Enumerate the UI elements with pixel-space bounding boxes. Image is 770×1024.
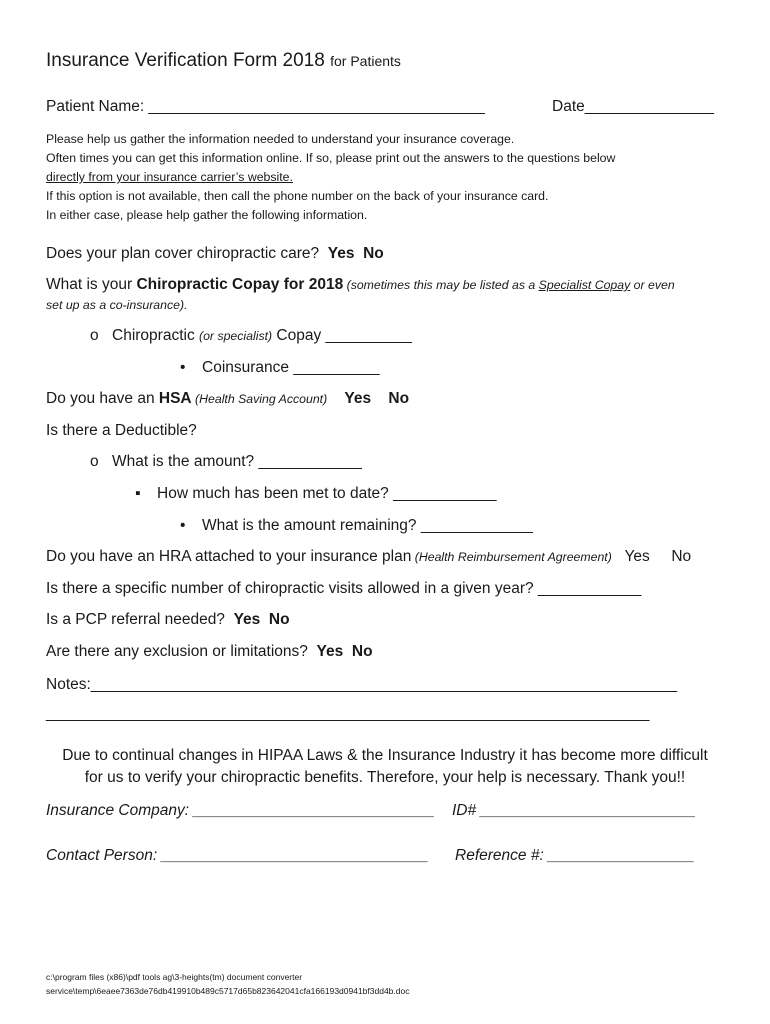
hsa-no-option[interactable]: No — [388, 390, 410, 407]
question-visits[interactable]: Is there a specific number of chiropractic visits allowed in a given year? ____________ — [46, 580, 642, 597]
closing-line-2: for us to verify your chiropractic benefits. Therefore, your help is necessary. Thank you!! — [84, 769, 686, 786]
date-row — [552, 98, 714, 116]
intro-line-4: If this option is not available, then call the phone number on the back of your insurance card. — [46, 189, 549, 203]
footer-line-2: service\temp\6eaee7363de76db419910b489c5717d65b823642041cfa166193d0941bf3dd4b.doc — [46, 986, 410, 996]
hsa-pre: Do you have an — [46, 390, 159, 407]
insurance-company-field[interactable]: Insurance Company: ____________________________ — [46, 802, 435, 819]
question-hsa — [46, 390, 409, 408]
question-deductible: Is there a Deductible? — [46, 422, 197, 439]
coinsurance-item — [180, 359, 380, 377]
copay-note-2: or even — [630, 278, 675, 292]
hsa-yes-option[interactable]: Yes — [344, 390, 372, 407]
exclusion-no-option[interactable]: No — [351, 643, 373, 660]
hra-note: (Health Reimbursement Agreement) — [411, 550, 612, 564]
form-title-suffix: for Patients — [330, 53, 401, 69]
deductible-remaining-item — [180, 517, 533, 535]
patient-name-label: Patient Name: — [46, 98, 149, 115]
date-label: Date — [552, 98, 585, 115]
date-field[interactable]: _______________ — [584, 98, 715, 115]
deductible-remaining-field[interactable]: What is the amount remaining? _____________ — [202, 517, 533, 534]
square-bullet-icon: ▪ — [135, 485, 141, 502]
intro-line-3: directly from your insurance carrier’s website. — [46, 170, 293, 184]
pcp-no-option[interactable]: No — [268, 611, 290, 628]
deductible-met-field[interactable]: How much has been met to date? ____________ — [157, 485, 497, 502]
deductible-amount-item — [90, 453, 362, 471]
intro-line-1: Please help us gather the information needed to understand your insurance coverage. — [46, 132, 515, 146]
form-title — [46, 50, 401, 72]
hra-yes-option[interactable]: Yes — [624, 548, 650, 565]
intro-text — [46, 130, 615, 225]
copay-item-note: (or specialist) — [199, 329, 273, 343]
copay-bold: Chiropractic Copay for 2018 — [136, 276, 344, 293]
notes-field-line-2[interactable]: ______________________________________________________________________ — [46, 705, 650, 722]
notes-field-line-1[interactable]: Notes:____________________________________________________________________ — [46, 676, 677, 693]
hollow-bullet-icon: o — [90, 327, 99, 344]
patient-name-field[interactable]: _______________________________________ — [148, 98, 485, 115]
copay-note-3: set up as a co-insurance). — [46, 298, 188, 312]
insurance-id-field[interactable]: ID# _________________________ — [452, 802, 696, 819]
question-exclusions — [46, 643, 373, 661]
chiro-yes-option[interactable]: Yes — [327, 245, 355, 262]
bullet-icon: • — [180, 359, 186, 376]
intro-line-2: Often times you can get this information online. If so, please print out the answers to the questions below — [46, 151, 616, 165]
deductible-met-item — [135, 485, 497, 503]
hsa-note: (Health Saving Account) — [191, 392, 328, 406]
document-footer-path — [46, 970, 409, 998]
closing-line-1: Due to continual changes in HIPAA Laws & the Insurance Industry it has become more difficult — [62, 747, 708, 764]
exclusion-yes-option[interactable]: Yes — [316, 643, 344, 660]
hra-text: Do you have an HRA attached to your insurance plan — [46, 548, 412, 565]
chiro-no-option[interactable]: No — [363, 245, 384, 262]
question-pcp — [46, 611, 290, 629]
exclusion-text: Are there any exclusion or limitations? — [46, 643, 308, 660]
question-hra — [46, 548, 691, 566]
copay-note-underlined: Specialist Copay — [538, 278, 631, 292]
hsa-bold: HSA — [158, 390, 192, 407]
copay-pre: What is your — [46, 276, 137, 293]
pcp-text: Is a PCP referral needed? — [46, 611, 225, 628]
bullet-icon: • — [180, 517, 186, 534]
pcp-yes-option[interactable]: Yes — [233, 611, 261, 628]
copay-note-1: (sometimes this may be listed as a — [343, 278, 539, 292]
hollow-bullet-icon: o — [90, 453, 99, 470]
contact-person-field[interactable]: Contact Person: _______________________________ — [46, 847, 429, 864]
coinsurance-field[interactable]: Coinsurance __________ — [202, 359, 380, 376]
deductible-amount-field[interactable]: What is the amount? ____________ — [112, 453, 362, 470]
hra-no-option[interactable]: No — [671, 548, 692, 565]
patient-name-row — [46, 98, 485, 116]
question-text: Does your plan cover chiropractic care? — [46, 245, 320, 262]
form-title-main: Insurance Verification Form 2018 — [46, 50, 325, 71]
intro-line-5: In either case, please help gather the following information. — [46, 208, 368, 222]
copay-item-pre: Chiropractic — [112, 327, 199, 344]
closing-paragraph — [0, 745, 770, 789]
copay-item — [90, 327, 412, 345]
copay-item-field[interactable]: Copay __________ — [272, 327, 412, 344]
reference-number-field[interactable]: Reference #: _________________ — [455, 847, 695, 864]
question-chiro-coverage — [46, 245, 384, 263]
footer-line-1: c:\program files (x86)\pdf tools ag\3-heights(tm) document converter — [46, 972, 303, 982]
question-copay — [46, 276, 675, 294]
